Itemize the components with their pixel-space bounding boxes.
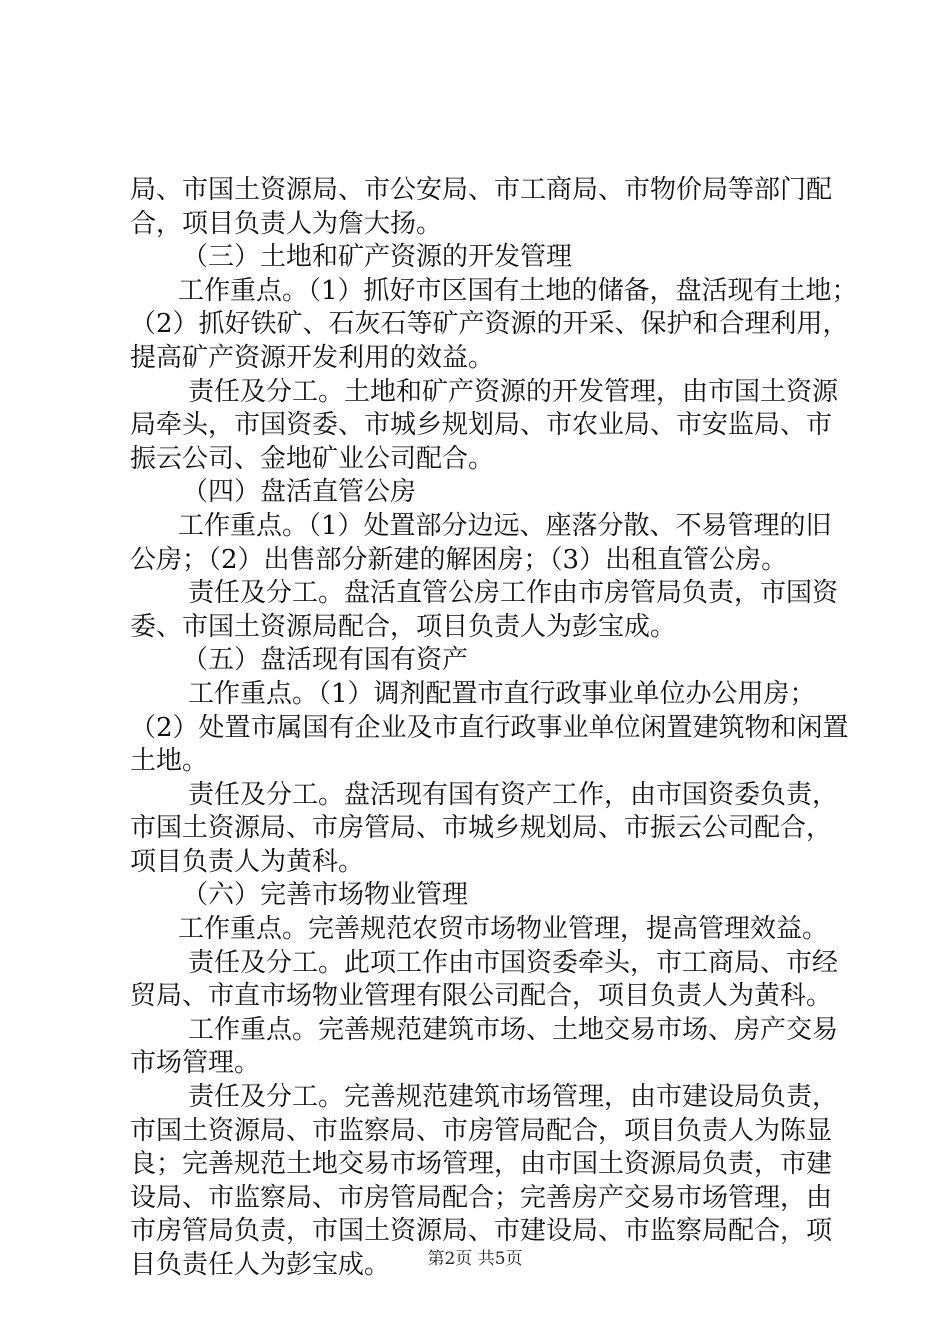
body-line: 目负责任人为彭宝成。 [130, 1250, 391, 1280]
paragraph-first-line: 责任及分工。土地和矿产资源的开发管理，由市国土资源 [188, 376, 839, 407]
body-line: 提高矿产资源开发利用的效益。 [130, 342, 495, 373]
paragraph-first-line: 工作重点。（1）抓好市区国有土地的储备，盘活现有土地； [178, 275, 858, 306]
body-line: 市国土资源局、市监察局、市房管局配合，项目负责人为陈显 [130, 1115, 833, 1146]
body-line: 市房管局负责，市国土资源局、市建设局、市监察局配合，项 [130, 1216, 833, 1247]
body-line: （2）抓好铁矿、石灰石等矿产资源的开采、保护和合理利用， [130, 309, 849, 340]
section-heading: （三）土地和矿产资源的开发管理 [182, 242, 573, 273]
body-line: 良；完善规范土地交易市场管理，由市国土资源局负责，市建 [130, 1149, 833, 1180]
paragraph-first-line: 责任及分工。完善规范建筑市场管理，由市建设局负责， [188, 1082, 839, 1113]
paragraph-first-line: 责任及分工。盘活现有国有资产工作，由市国资委负责， [188, 779, 839, 810]
body-line: 市国土资源局、市房管局、市城乡规划局、市振云公司配合， [130, 813, 833, 844]
page-footer: 第2页 共5页 [427, 1249, 523, 1269]
paragraph-first-line: 工作重点。完善规范农贸市场物业管理，提高管理效益。 [178, 914, 829, 945]
body-line: 公房；（2）出售部分新建的解困房；（3）出租直管公房。 [130, 544, 788, 575]
body-line: 振云公司、金地矿业公司配合。 [130, 443, 495, 474]
paragraph-first-line: 责任及分工。盘活直管公房工作由市房管局负责，市国资 [188, 578, 839, 609]
body-line: 项目负责人为黄科。 [130, 846, 365, 877]
body-line: 土地。 [130, 746, 209, 777]
paragraph-first-line: 工作重点。（1）调剂配置市直行政事业单位办公用房； [188, 678, 816, 709]
body-line: （2）处置市属国有企业及市直行政事业单位闲置建筑物和闲置 [130, 712, 849, 743]
paragraph-first-line: 责任及分工。此项工作由市国资委牵头，市工商局、市经 [188, 947, 839, 978]
body-line: 局、市国土资源局、市公安局、市工商局、市物价局等部门配 [130, 175, 833, 205]
body-line: 合，项目负责人为詹大扬。 [130, 208, 443, 239]
body-line: 委、市国土资源局配合，项目负责人为彭宝成。 [130, 611, 677, 642]
paragraph-first-line: 工作重点。完善规范建筑市场、土地交易市场、房产交易 [188, 1014, 839, 1045]
section-heading: （四）盘活直管公房 [182, 477, 417, 508]
body-line: 市场管理。 [130, 1048, 261, 1079]
paragraph-first-line: 工作重点。（1）处置部分边远、座落分散、不易管理的旧 [178, 510, 832, 541]
document-body [130, 174, 858, 1283]
body-line: 局牵头，市国资委、市城乡规划局、市农业局、市安监局、市 [130, 410, 833, 441]
body-line: 设局、市监察局、市房管局配合；完善房产交易市场管理，由 [130, 1182, 833, 1213]
section-heading: （六）完善市场物业管理 [182, 880, 469, 911]
section-heading: （五）盘活现有国有资产 [182, 645, 469, 676]
body-line: 贸局、市直市场物业管理有限公司配合，项目负责人为黄科。 [130, 981, 833, 1012]
